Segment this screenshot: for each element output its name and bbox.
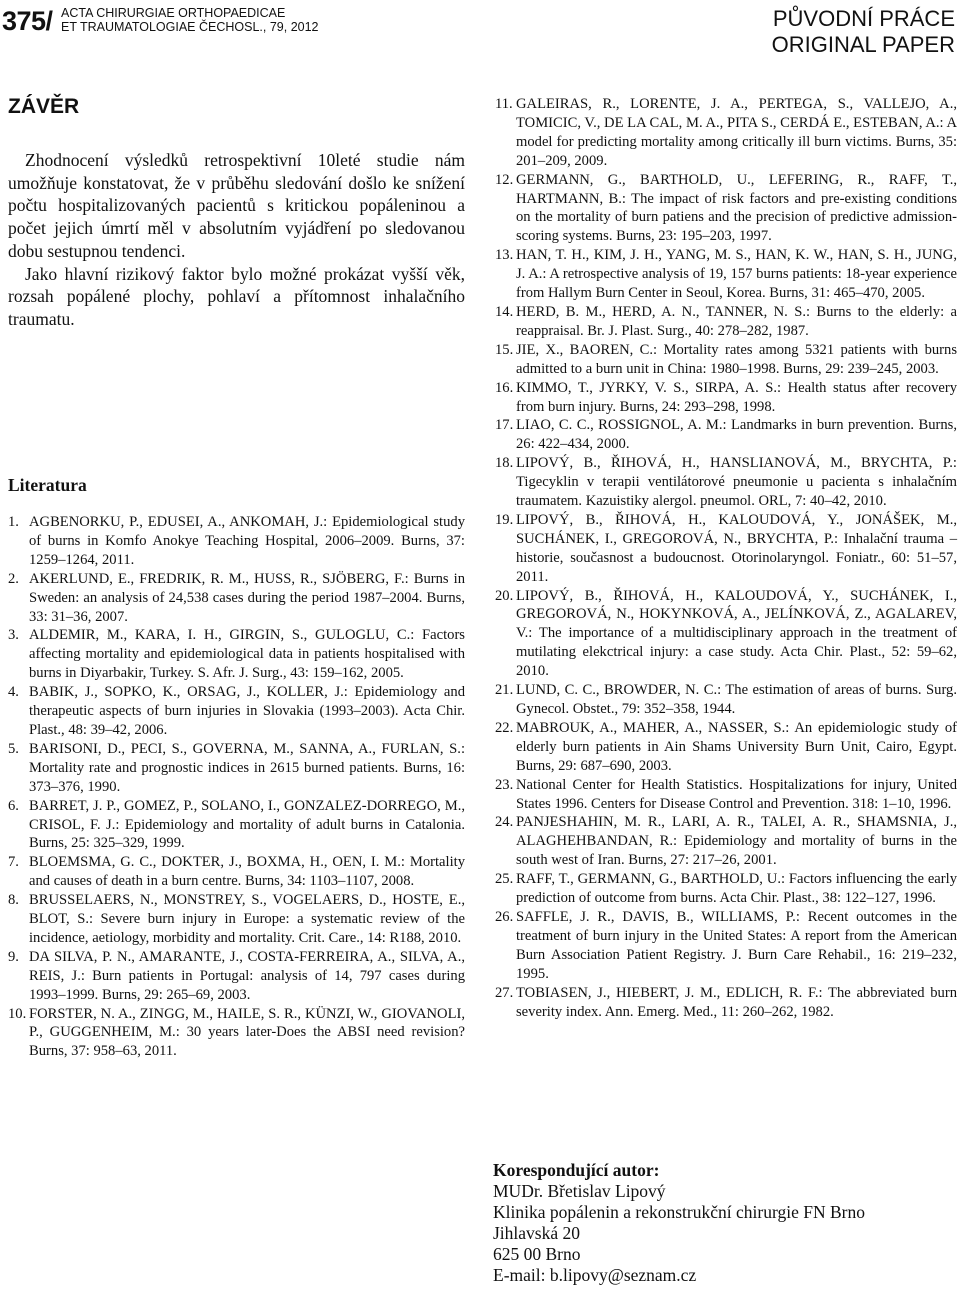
reference-number: 18.: [495, 455, 514, 472]
conclusion-paragraph-2: Jako hlavní rizikový faktor bylo možné prokázat vyšší věk, rozsah popálené plochy, pohlaví a přítomnost inhalačního traumatu.: [8, 263, 465, 329]
reference-item: [8, 570, 465, 627]
reference-text: LIAO, C. C., ROSSIGNOL, A. M.: Landmarks in burn prevention. Burns, 26: 422–434, 2000.: [516, 417, 957, 453]
reference-text: BRUSSELAERS, N., MONSTREY, S., VOGELAERS, D., HOSTE, E., BLOT, S.: Severe burn injury in Europe: a systematic review of the incidence, aetiology, morbidity and mortality. Crit. Care., 14: R188, 2010.: [29, 892, 465, 946]
reference-number: 23.: [495, 776, 514, 793]
reference-item: [495, 303, 957, 341]
reference-item: [8, 853, 465, 891]
reference-number: 17.: [495, 417, 514, 434]
reference-text: BLOEMSMA, G. C., DOKTER, J., BOXMA, H., OEN, I. M.: Mortality and causes of death in a burn centre. Burns, 34: 1103–1107, 2008.: [29, 854, 465, 890]
reference-number: 15.: [495, 341, 514, 358]
reference-text: AKERLUND, E., FREDRIK, R. M., HUSS, R., SJÖBERG, F.: Burns in Sweden: an analysis of 24,538 cases during the period 1987–2004. Burns, 33: 31–36, 2007.: [29, 570, 465, 625]
reference-list-right: [495, 95, 957, 1021]
reference-number: 16.: [495, 379, 514, 396]
reference-number: 2.: [8, 570, 19, 587]
reference-item: [8, 683, 465, 740]
reference-item: [8, 513, 465, 570]
journal-name-line1: ACTA CHIRURGIAE ORTHOPAEDICAE: [61, 6, 286, 20]
reference-item: [495, 95, 957, 171]
reference-number: 14.: [495, 303, 514, 320]
reference-text: LUND, C. C., BROWDER, N. C.: The estimation of areas of burns. Surg. Gynecol. Obstet., 79: 352–358, 1944.: [516, 682, 957, 717]
reference-item: [495, 681, 957, 719]
reference-text: AGBENORKU, P., EDUSEI, A., ANKOMAH, J.: Epidemiological study of burns in Komfo Anokye Teaching Hospital, 2006–2009. Burns, 37: 1259–1264, 2011.: [29, 514, 465, 568]
reference-list-left: [8, 513, 465, 1061]
conclusion-paragraph-1: Zhodnocení výsledků retrospektivní 10leté studie nám umožňuje konstatovat, že v průběhu sledování došlo ke snížení počtu hospitalizovaných pacientů s kritickou popáleninou a počet jejich úmrtí měl v absolutním vyjádření po sledovanou dobu sestupnou tendenci.: [8, 150, 465, 261]
correspondence-heading: Korespondující autor:: [493, 1160, 660, 1180]
reference-number: 12.: [495, 171, 514, 188]
reference-number: 13.: [495, 247, 514, 264]
journal-name-line2: ET TRAUMATOLOGIAE ČECHOSL., 79, 2012: [61, 20, 319, 34]
reference-text: MABROUK, A., MAHER, A., NASSER, S.: An epidemiologic study of elderly burn patients in Ain Shams University Burn Unit, Cairo, Egypt. Burns, 29: 687–690, 2003.: [516, 719, 957, 774]
reference-text: RAFF, T., GERMANN, G., BARTHOLD, U.: Factors influencing the early prediction of outcome from burns. Acta Chir. Plast., 38: 122–127, 1996.: [516, 871, 957, 907]
reference-text: DA SILVA, P. N., AMARANTE, J., COSTA-FERREIRA, A., SILVA, A., REIS, J.: Burn patients in Portugal: analysis of 14, 797 cases during 1993–1999. Burns, 29: 265–69, 2003.: [29, 948, 465, 1003]
reference-item: [495, 984, 957, 1022]
reference-item: [495, 171, 957, 247]
literature-heading: Literatura: [8, 475, 87, 495]
reference-number: 4.: [8, 684, 19, 701]
reference-item: [495, 719, 957, 776]
reference-item: [495, 511, 957, 587]
reference-item: [495, 908, 957, 984]
reference-item: [8, 891, 465, 948]
reference-number: 6.: [8, 797, 19, 814]
reference-number: 19.: [495, 511, 514, 528]
conclusion-heading: ZÁVĚR: [8, 95, 80, 118]
reference-number: 8.: [8, 892, 19, 909]
reference-item: [495, 587, 957, 682]
reference-text: HERD, B. M., HERD, A. N., TANNER, N. S.: Burns to the elderly: a reappraisal. Br. J. Plast. Surg., 40: 278–282, 1987.: [516, 303, 957, 339]
reference-item: [495, 379, 957, 417]
reference-text: BARRET, J. P., GOMEZ, P., SOLANO, I., GONZALEZ-DORREGO, M., CRISOL, F. J.: Epidemiology and mortality of adult burns in Catalonia. Burns, 25: 325–329, 1999.: [29, 797, 465, 852]
reference-number: 22.: [495, 719, 514, 736]
reference-item: [495, 416, 957, 454]
author-street: Jihlavská 20: [493, 1223, 581, 1243]
reference-text: FORSTER, N. A., ZINGG, M., HAILE, S. R., KÜNZI, W., GIOVANOLI, P., GUGGENHEIM, M.: 30 years later-Does the ABSI need revision? Burns, 37: 958–63, 2011.: [29, 1005, 465, 1060]
page-header: [0, 0, 960, 62]
reference-text: National Center for Health Statistics. Hospitalizations for injury, United States 1996. Centers for Disease Control and Prevention. 318: 1–10, 1996.: [516, 776, 957, 812]
reference-item: [495, 454, 957, 511]
reference-item: [8, 1005, 465, 1062]
paper-type: [772, 6, 955, 58]
reference-item: [8, 948, 465, 1005]
reference-text: HAN, T. H., KIM, J. H., YANG, M. S., HAN, K. W., HAN, S. H., JUNG, J. A.: A retrospective analysis of 19, 157 burns patients: 18-year experience from Hallym Burn Center in Seoul, Korea. Burns, 31: 465–470, 2005.: [516, 247, 957, 302]
reference-number: 5.: [8, 740, 19, 757]
reference-item: [495, 870, 957, 908]
reference-text: GERMANN, G., BARTHOLD, U., LEFERING, R., RAFF, T., HARTMANN, B.: The impact of risk factors and pre-existing conditions on the mortality of burn patiens and the precision of predictive admission-scoring systems. Burns, 23: 195–203, 1997.: [516, 171, 957, 245]
reference-text: TOBIASEN, J., HIEBERT, J. M., EDLICH, R. F.: The abbreviated burn severity index. Ann. Emerg. Med., 11: 260–262, 1982.: [516, 984, 957, 1020]
reference-text: SAFFLE, J. R., DAVIS, B., WILLIAMS, P.: Recent outcomes in the treatment of burn injury in the United States: A report from the American Burn Association Patient Registry. J. Burn Care Rehabil., 16: 219–232, 1995.: [516, 908, 957, 982]
author-name: MUDr. Břetislav Lipový: [493, 1181, 666, 1201]
reference-number: 3.: [8, 627, 19, 644]
reference-item: [8, 740, 465, 797]
reference-number: 27.: [495, 984, 514, 1001]
reference-number: 25.: [495, 871, 514, 888]
paper-type-en: ORIGINAL PAPER: [771, 32, 955, 57]
reference-number: 9.: [8, 948, 19, 965]
reference-text: LIPOVÝ, B., ŘIHOVÁ, H., KALOUDOVÁ, Y., JONÁŠEK, M., SUCHÁNEK, I., GREGOROVÁ, N., BRYCHTA, P.: Inhalační trauma – historie, současnost a budoucnost. Otorinolaryngol. Foniatr., 60: 51–57, 2011.: [516, 511, 957, 585]
reference-item: [495, 341, 957, 379]
reference-text: JIE, X., BAOREN, C.: Mortality rates among 5321 patients with burns admitted to a burn unit in China: 1980–1998. Burns, 29: 239–245, 2003.: [516, 341, 957, 377]
reference-item: [495, 813, 957, 870]
reference-item: [8, 626, 465, 683]
reference-item: [8, 797, 465, 854]
paper-type-cz: PŮVODNÍ PRÁCE: [772, 6, 955, 31]
reference-number: 26.: [495, 908, 514, 925]
reference-text: LIPOVÝ, B., ŘIHOVÁ, H., HANSLIANOVÁ, M., BRYCHTA, P.: Tigecyklin v terapii ventilátorové pneumonie u pacienta s inhalačním traumatem. Kazuistiky alergol. pneumol. ORL, 7: 40–42, 2010.: [516, 455, 957, 510]
reference-text: GALEIRAS, R., LORENTE, J. A., PERTEGA, S., VALLEJO, A., TOMICIC, V., DE LA CAL, M. A., PITA S., CERDÁ E., ESTEBAN, A.: A model for predicting mortality among critically ill burn victims. Burns, 35: 201–209, 2009.: [516, 96, 957, 169]
reference-number: 1.: [8, 514, 19, 530]
reference-number: 11.: [495, 96, 513, 112]
reference-number: 7.: [8, 854, 19, 871]
reference-item: [495, 246, 957, 303]
left-column: [8, 95, 465, 1060]
journal-name: [61, 6, 319, 34]
reference-text: PANJESHAHIN, M. R., LARI, A. R., TALEI, A. R., SHAMSNIA, J., ALAGHEHBANDAN, R.: Epidemiology and mortality of burns in the south west of Iran. Burns, 27: 217–26, 2001.: [516, 814, 957, 869]
reference-text: BARISONI, D., PECI, S., GOVERNA, M., SANNA, A., FURLAN, S.: Mortality rate and prognostic indices in 2615 burned patients. Burns, 16: 373–376, 1990.: [29, 740, 465, 795]
reference-text: KIMMO, T., JYRKY, V. S., SIRPA, A. S.: Health status after recovery from burn injury. Burns, 24: 293–298, 1998.: [516, 379, 957, 415]
reference-number: 20.: [495, 587, 514, 604]
page-number: 375/: [2, 6, 53, 36]
author-institution: Klinika popálenin a rekonstrukční chirurgie FN Brno: [493, 1202, 865, 1222]
reference-text: ALDEMIR, M., KARA, I. H., GIRGIN, S., GULOGLU, C.: Factors affecting mortality and epidemiological data in patients hospitalised with burns in Diyarbakir, Turkey. S. Afr. J. Surg., 43: 159–162, 2005.: [29, 627, 465, 682]
reference-text: LIPOVÝ, B., ŘIHOVÁ, H., KALOUDOVÁ, Y., SUCHÁNEK, I., GREGOROVÁ, N., HOKYNKOVÁ, A., JELÍNKOVÁ, Z., AGALAREV, V.: The importance of a multidisciplinary approach in the treatment of mutilating elekctrical injury: a case study. Acta Chir. Plast., 52: 59–62, 2010.: [516, 587, 957, 680]
author-email[interactable]: E-mail: b.lipovy@seznam.cz: [493, 1265, 697, 1285]
reference-number: 21.: [495, 682, 514, 699]
correspondence-block: [493, 1160, 953, 1286]
reference-number: 10.: [8, 1005, 27, 1022]
author-city: 625 00 Brno: [493, 1244, 581, 1264]
reference-text: BABIK, J., SOPKO, K., ORSAG, J., KOLLER, J.: Epidemiology and therapeutic aspects of burn injuries in Slovakia (1993–2003). Acta Chir. Plast., 48: 39–42, 2006.: [29, 684, 465, 738]
reference-number: 24.: [495, 814, 514, 831]
reference-item: [495, 776, 957, 814]
